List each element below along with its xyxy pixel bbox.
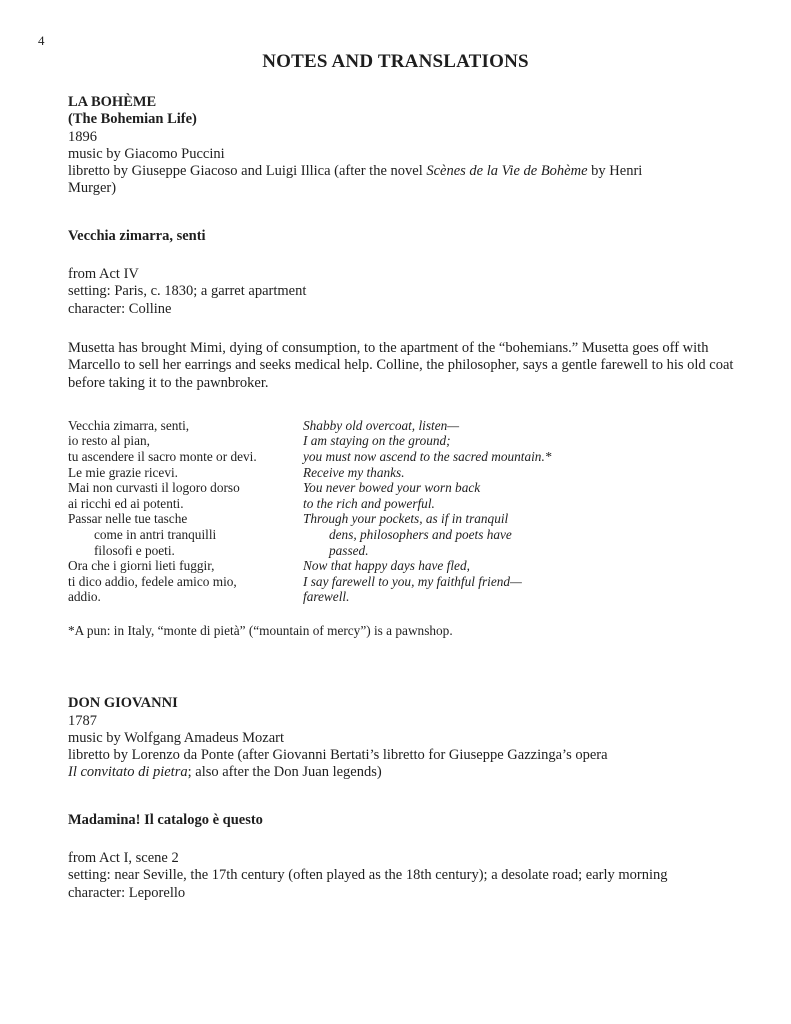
- opera-year: 1896: [68, 128, 97, 145]
- verse-italian: ti dico addio, fedele amico mio,: [68, 573, 237, 589]
- opera-librettist-line2: [68, 764, 747, 781]
- verse-english: You never bowed your worn back: [303, 480, 481, 496]
- aria-synopsis: Musetta has brought Mimi, dying of consumption, to the apartment of the “bohemians.” Musetta goes off with Marcello to sell her earrings and seeks medical help. Colline, the philosopher, says a gentle farewell to his old coat before taking it to the pawnbroker.: [68, 339, 734, 391]
- novel-title: Scènes de la Vie de Bohème: [426, 163, 588, 180]
- verse-english: I say farewell to you, my faithful friend—: [303, 573, 522, 589]
- verse-italian: come in antri tranquilli: [94, 527, 217, 543]
- aria-character: character: Leporello: [68, 884, 186, 901]
- verse-line: [68, 574, 747, 590]
- verse-italian: Vecchia zimarra, senti,: [68, 417, 190, 433]
- verse-line: [68, 496, 747, 512]
- verse-line-indented: [68, 543, 747, 559]
- verse-english: I am staying on the ground;: [303, 433, 451, 449]
- verse-line: [68, 558, 747, 574]
- verse-italian: addio.: [68, 589, 101, 605]
- source-opera-title: Il convitato di pietra: [68, 764, 188, 781]
- verse-italian: tu ascendere il sacro monte or devi.: [68, 449, 257, 465]
- verse-line: [68, 511, 747, 527]
- section-la-boheme: [68, 94, 747, 639]
- opera-subtitle: (The Bohemian Life): [68, 111, 197, 128]
- verse-english: farewell.: [303, 589, 350, 605]
- verse-italian: Ora che i giorni lieti fuggir,: [68, 558, 215, 574]
- aria-text-and-translation: [68, 418, 747, 605]
- aria-character: character: Colline: [68, 300, 172, 317]
- verse-italian: Passar nelle tue tasche: [68, 511, 188, 527]
- verse-english: to the rich and powerful.: [303, 495, 435, 511]
- page-title: NOTES AND TRANSLATIONS: [262, 51, 529, 72]
- opera-composer-line: music by Giacomo Puccini: [68, 145, 225, 162]
- verse-english: Shabby old overcoat, listen—: [303, 417, 460, 433]
- librettist-text-cont: ; also after the Don Juan legends): [187, 764, 382, 781]
- page-content: [68, 94, 747, 902]
- verse-italian: io resto al pian,: [68, 433, 150, 449]
- verse-english: Through your pockets, as if in tranquil: [303, 511, 509, 527]
- verse-line: [68, 480, 747, 496]
- aria-act: from Act IV: [68, 266, 139, 283]
- aria-setting: setting: near Seville, the 17th century (often played as the 18th century); a desolate road; early morning: [68, 867, 668, 884]
- aria-title-madamina: Madamina! Il catalogo è questo: [68, 811, 263, 828]
- opera-header-don-giovanni: [68, 695, 747, 781]
- verse-line: [68, 465, 747, 481]
- opera-librettist-line2: Murger): [68, 180, 117, 197]
- verse-line: [68, 433, 747, 449]
- section-don-giovanni: [68, 695, 747, 902]
- opera-title: LA BOHÈME: [68, 94, 157, 110]
- librettist-text-cont: by Henri: [587, 163, 643, 180]
- verse-italian: Le mie grazie ricevi.: [68, 464, 179, 480]
- verse-line: [68, 418, 747, 434]
- opera-header-la-boheme: [68, 94, 747, 198]
- opera-year: 1787: [68, 712, 97, 729]
- verse-line: [68, 589, 747, 605]
- librettist-text: libretto by Giuseppe Giacoso and Luigi Illica (after the novel: [68, 163, 427, 180]
- verse-italian: Mai non curvasti il logoro dorso: [68, 480, 240, 496]
- verse-english: Now that happy days have fled,: [303, 558, 470, 574]
- verse-line: [68, 449, 747, 465]
- page-number: 4: [38, 33, 45, 48]
- verse-english: you must now ascend to the sacred mountain.*: [303, 449, 552, 465]
- aria-info-block: [68, 266, 747, 318]
- verse-italian: ai ricchi ed ai potenti.: [68, 495, 184, 511]
- opera-librettist-line1: [68, 163, 747, 180]
- aria-act: from Act I, scene 2: [68, 850, 179, 867]
- verse-english: Receive my thanks.: [303, 464, 405, 480]
- opera-composer-line: music by Wolfgang Amadeus Mozart: [68, 729, 285, 746]
- verse-line-indented: [68, 527, 747, 543]
- aria-info-block: [68, 850, 747, 902]
- aria-setting: setting: Paris, c. 1830; a garret apartment: [68, 283, 307, 300]
- opera-title: DON GIOVANNI: [68, 695, 178, 712]
- verse-italian: filosofi e poeti.: [94, 542, 175, 558]
- aria-title-vecchia-zimarra: Vecchia zimarra, senti: [68, 227, 206, 244]
- opera-librettist-line1: libretto by Lorenzo da Ponte (after Giovanni Bertati’s libretto for Giuseppe Gazzinga’s opera: [68, 747, 608, 764]
- verse-english: passed.: [329, 542, 369, 558]
- pun-footnote: *A pun: in Italy, “monte di pietà” (“mountain of mercy”) is a pawnshop.: [68, 622, 453, 638]
- verse-english: dens, philosophers and poets have: [329, 527, 512, 543]
